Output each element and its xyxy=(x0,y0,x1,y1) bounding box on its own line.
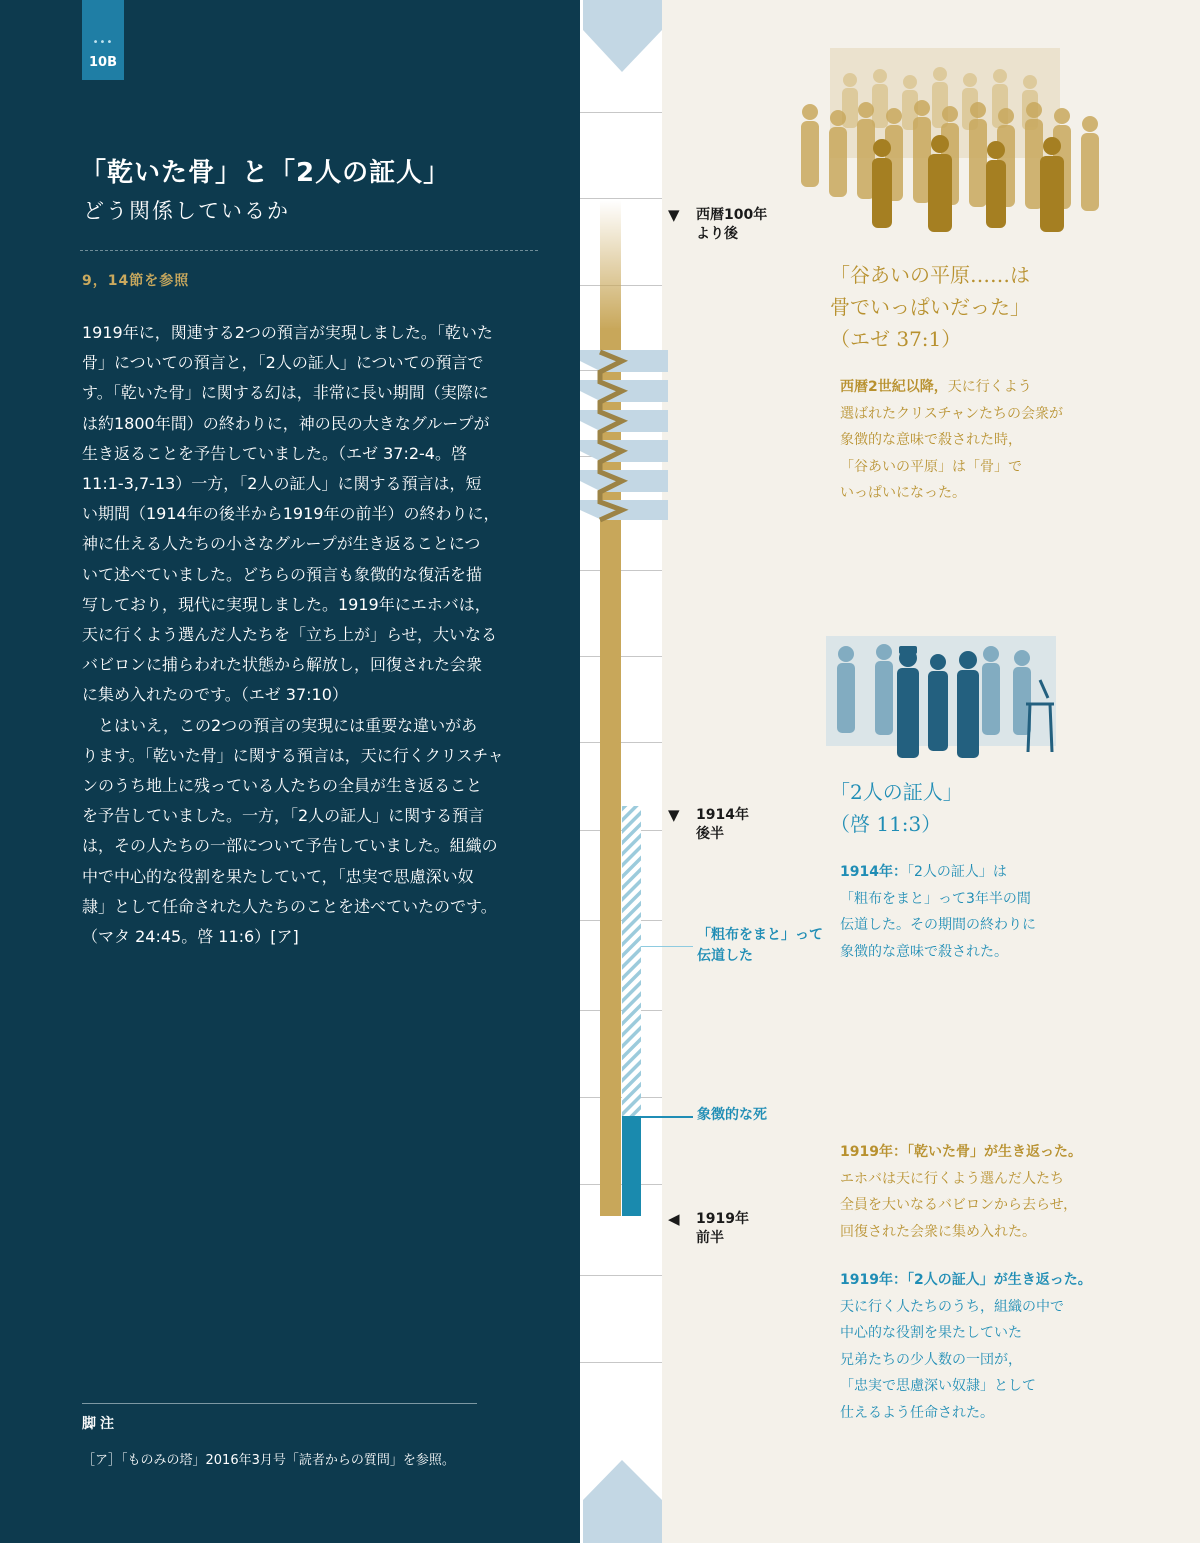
result-two-witnesses: 1919年：「2人の証人」が生き返った。 天に行く人たちのうち，組織の中で 中心的な役割を果たしていた 兄弟たちの少人数の一団が， 「忠実で思慮深い奴隷」として 仕えるよう任命された。 xyxy=(840,1272,1092,1421)
result-dry-bones: 1919年：「乾いた骨」が生き返った。 エホバは天に行くよう選んだ人たち 全員を大いなるバビロンから去らせ， 回復された会衆に集め入れた。 xyxy=(840,1144,1082,1240)
marker-triangle-left-icon: ◀ xyxy=(668,1210,680,1228)
footnote-heading: 脚注 xyxy=(82,1416,118,1432)
timeline-graphic xyxy=(580,0,670,1543)
bottom-chevron xyxy=(583,1460,662,1543)
article-body xyxy=(82,318,547,952)
top-chevron xyxy=(583,0,662,72)
page-title: 「乾いた骨」と「2人の証人」 xyxy=(80,158,451,188)
persecution-bands xyxy=(580,350,668,520)
death-connector xyxy=(641,1116,693,1118)
dry-bones-description: 西暦2世紀以降，天に行くよう 選ばれたクリスチャンたちの会衆が 象徴的な意味で殺された時， 「谷あいの平原」は「骨」で いっぱいになった。 xyxy=(840,379,1064,501)
tab-label: 10B xyxy=(89,55,117,70)
body-line: 骨」についての預言と，「2人の証人」についての預言で xyxy=(82,353,484,373)
marker-label: 西暦100年 より後 xyxy=(696,207,768,242)
footnote-text[interactable]: ［ア］「ものみの塔」2016年3月号「読者からの質問」を参照。 xyxy=(82,1453,455,1468)
article-panel xyxy=(0,0,580,1543)
body-line[interactable]: （マタ 24:45。啓 11:6）[ア] xyxy=(82,927,299,947)
body-line: は，その人たちの一部について予告していました。組織の xyxy=(82,836,498,856)
paragraph-reference: 9，14節を参照 xyxy=(82,273,190,289)
symbolic-death-label: 象徴的な死 xyxy=(697,1107,767,1123)
footnote-divider xyxy=(82,1403,477,1404)
body-line: 1919年に，関連する2つの預言が実現しました。「乾いた xyxy=(82,323,493,342)
body-line: に集め入れたのです。（エゼ 37:10） xyxy=(82,685,348,705)
two-witnesses-heading: 「2人の証人」 （啓 11:3） xyxy=(830,780,963,836)
body-line: い期間（1914年の後半から1919年の前半）の終わりに， xyxy=(82,504,500,524)
body-line: 神に仕える人たちの小さなグループが生き返ることにつ xyxy=(82,534,481,554)
sackcloth-period-bar xyxy=(622,806,641,1116)
page-subtitle: どう関係しているか xyxy=(83,199,290,223)
gold-bar-fade xyxy=(600,200,621,330)
sackcloth-connector xyxy=(641,946,693,947)
section-tab xyxy=(82,0,124,80)
body-line: を予告していました。一方，「2人の証人」に関する預言 xyxy=(82,806,485,826)
body-line: ンのうち地上に残っている人たちの全員が生き返ること xyxy=(82,776,483,796)
body-line: 隷」として任命された人たちのことを述べていたのです。 xyxy=(82,896,497,916)
tab-dots: ••• xyxy=(92,37,114,48)
body-line: 11:1-3,7-13）一方，「2人の証人」に関する預言は，短 xyxy=(82,474,482,494)
title-divider xyxy=(80,250,538,251)
crowd-illustration xyxy=(790,40,1110,240)
body-line: は約1800年間）の終わりに，神の民の大きなグループが xyxy=(82,413,490,433)
body-line: とはいえ，この2つの預言の実現には重要な違いがあ xyxy=(98,715,478,735)
marker-triangle-icon: ▼ xyxy=(668,806,680,824)
body-line: 写しており，現代に実現しました。1919年にエホバは， xyxy=(82,594,491,614)
body-line: 中で中心的な役割を果たしていて，「忠実で思慮深い奴 xyxy=(82,866,474,886)
body-line: 生き返ることを予告していました。（エゼ 37:2-4。啓 xyxy=(82,443,467,463)
witnesses-illustration xyxy=(826,632,1066,762)
body-line: バビロンに捕らわれた状態から解放し，回復された会衆 xyxy=(82,655,483,675)
body-line: ります。「乾いた骨」に関する預言は，天に行くクリスチャ xyxy=(82,745,504,765)
marker-label: 1914年 後半 xyxy=(696,807,749,842)
two-witnesses-description: 1914年：「2人の証人」は 「粗布をまと」って3年半の間 伝道した。その期間の終わりに 象徴的な意味で殺された。 xyxy=(840,864,1036,960)
body-line: いて述べていました。どちらの預言も象徴的な復活を描 xyxy=(82,564,483,584)
sackcloth-label: 「粗布をまと」って 伝道した xyxy=(697,927,823,964)
body-line: 天に行くよう選んだ人たちを「立ち上が」らせ，大いなる xyxy=(82,625,498,645)
symbolic-death-bar xyxy=(622,1116,641,1216)
body-line: す。「乾いた骨」に関する幻は，非常に長い期間（実際に xyxy=(82,383,489,403)
marker-triangle-icon: ▼ xyxy=(668,206,680,224)
dry-bones-heading: 「谷あいの平原……は 骨でいっぱいだった」 （エゼ 37:1） xyxy=(830,263,1030,351)
marker-label: 1919年 前半 xyxy=(696,1211,749,1246)
